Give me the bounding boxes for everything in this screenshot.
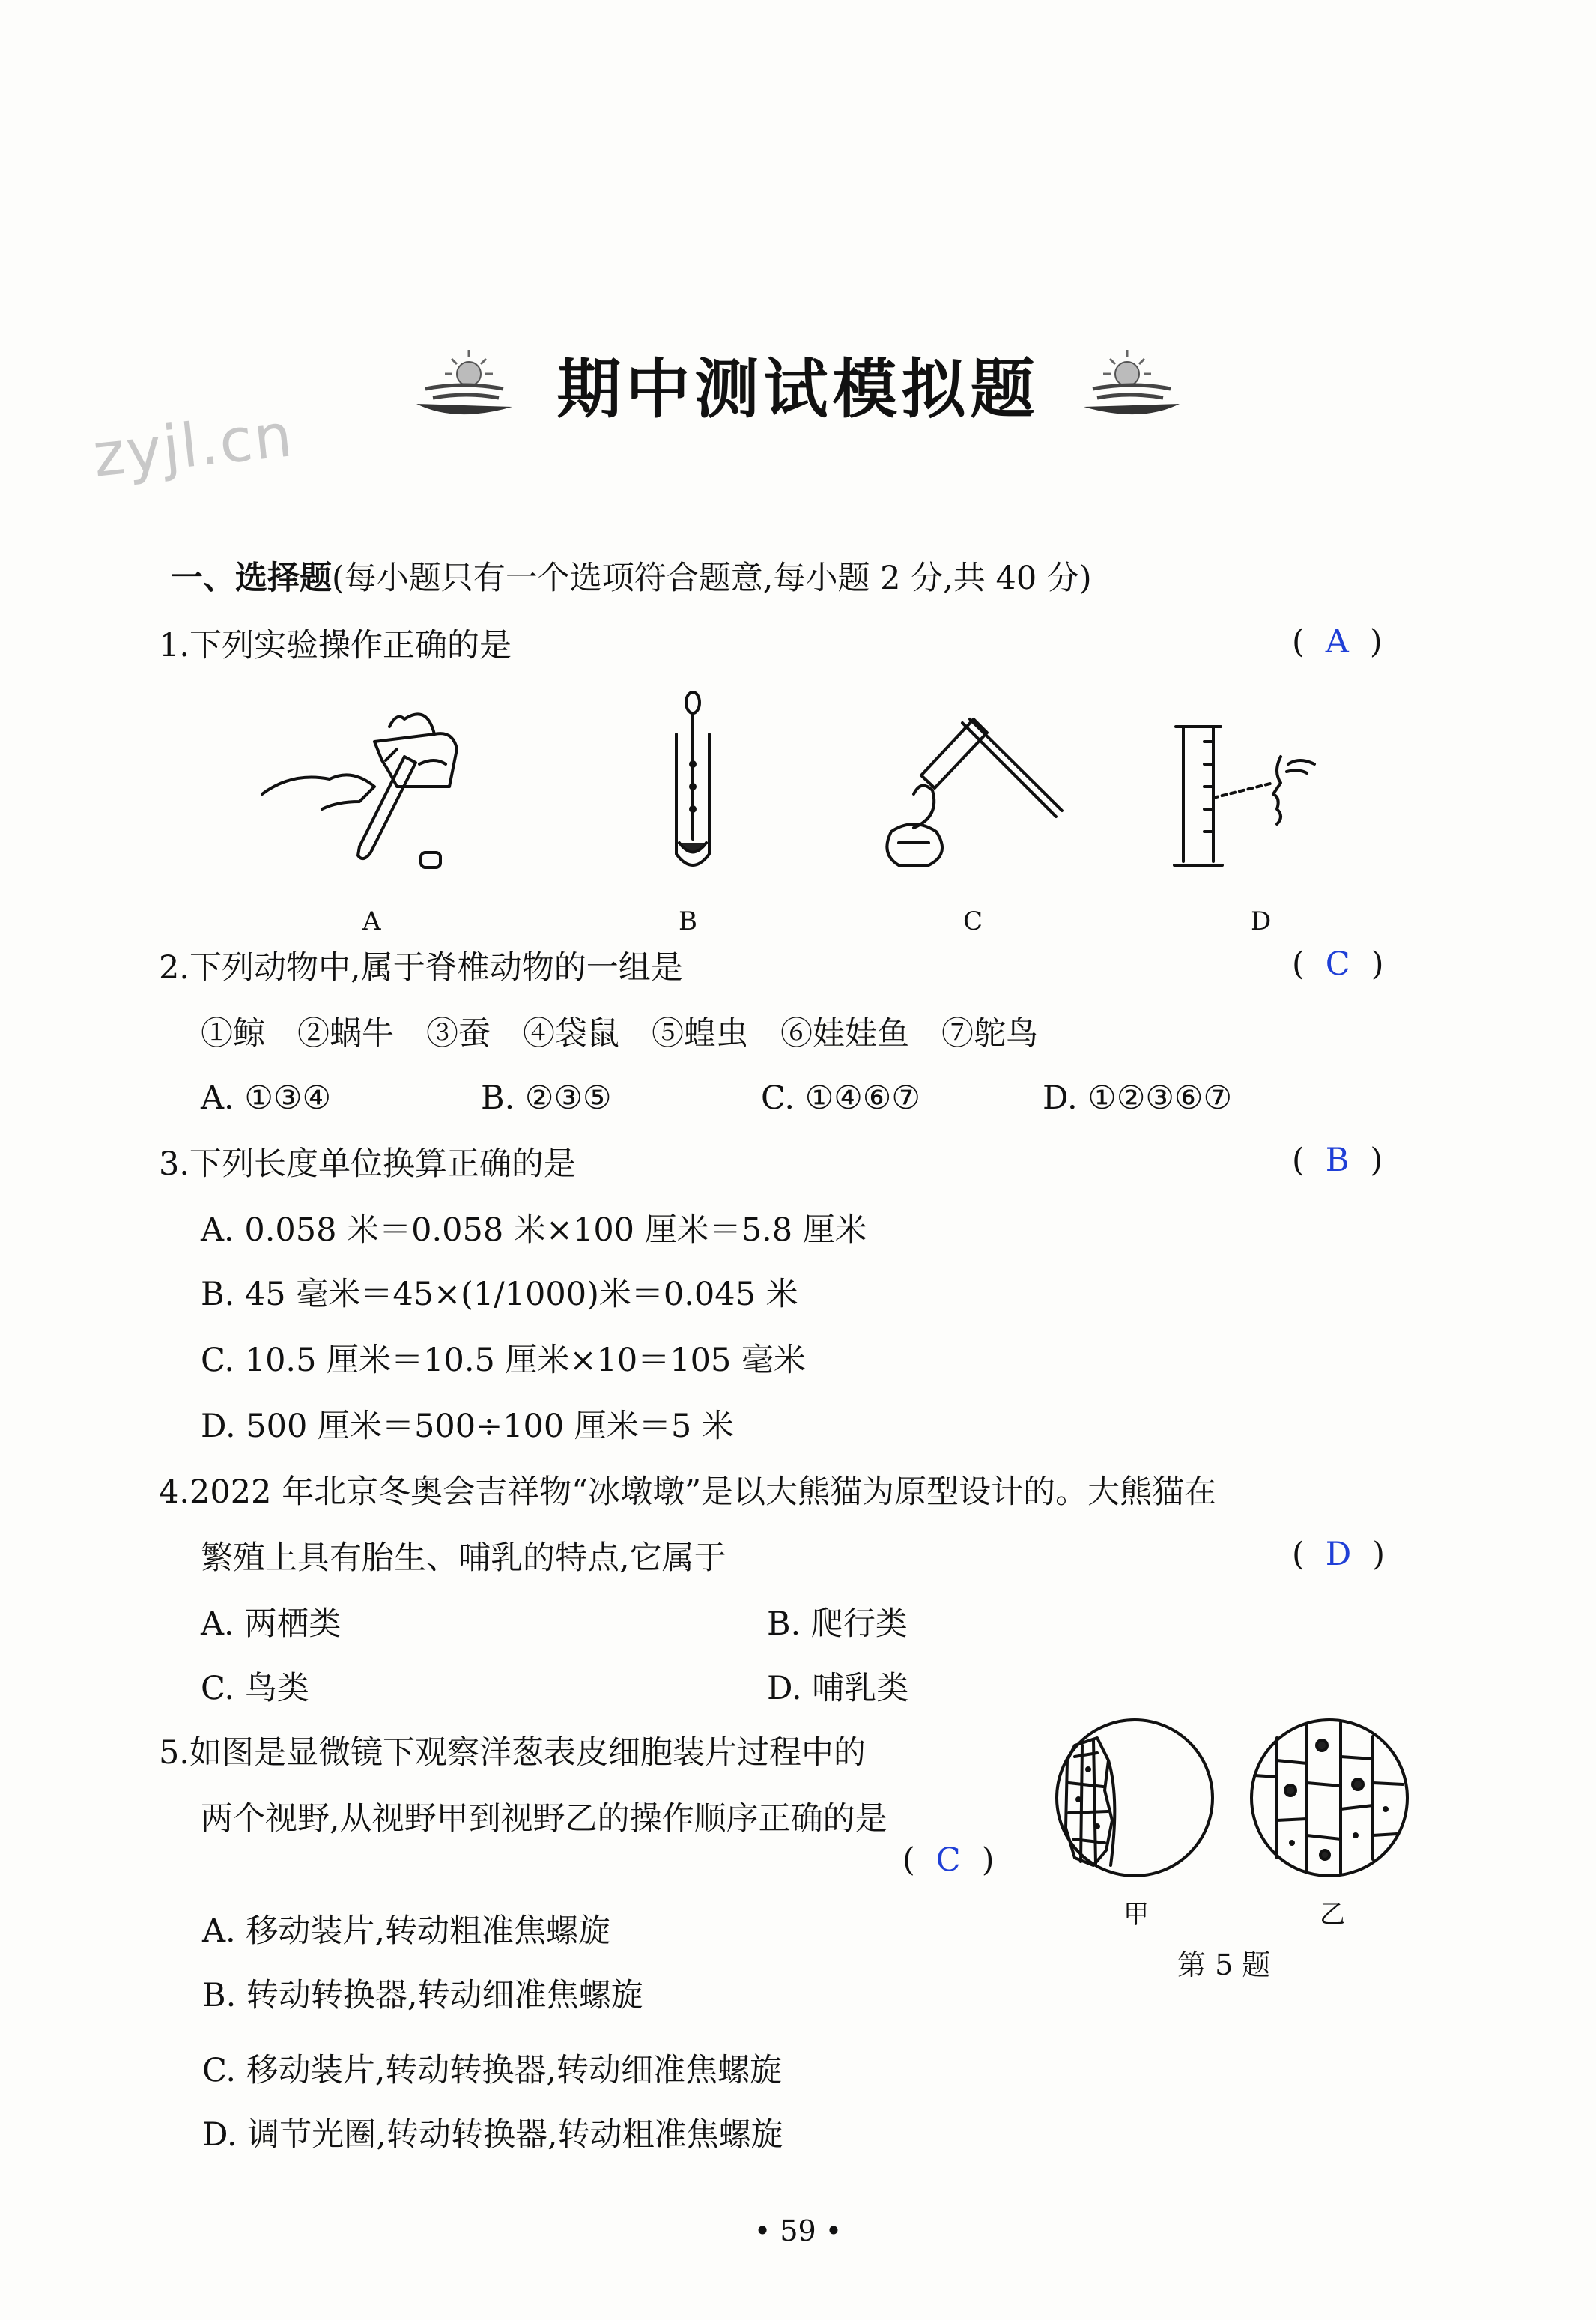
section-title: 一、选择题: [171, 560, 332, 597]
figure-caption: 第 5 题: [1177, 1948, 1271, 1981]
question-2-option-a: A. ①③④: [201, 1079, 332, 1117]
question-2-stem: 2.下列动物中,属于脊椎动物的一组是: [159, 949, 683, 987]
answer-value: D: [1325, 1536, 1352, 1573]
question-5-option-b: B. 转动转换器,转动细准焦螺旋: [202, 1977, 643, 2014]
section-note: (每小题只有一个选项符合题意,每小题 2 分,共 40 分): [332, 560, 1092, 597]
question-4-option-d: D. 哺乳类: [767, 1670, 909, 1707]
question-5-option-a: A. 移动装片,转动粗准焦螺旋: [202, 1912, 611, 1950]
question-1-answer: ( A ): [1292, 623, 1383, 661]
figure-label-c: C: [963, 906, 983, 936]
microscope-view-yi-figure: [1247, 1715, 1412, 1880]
question-5-option-c: C. 移动装片,转动转换器,转动细准焦螺旋: [202, 2052, 783, 2089]
sun-wave-ornament-left-icon: [410, 342, 515, 425]
question-2-answer: ( C ): [1292, 945, 1384, 983]
reading-graduated-cylinder-figure: [1168, 712, 1318, 876]
section-heading: [171, 556, 1092, 601]
heating-test-tube-figure: [869, 704, 1071, 876]
question-4-option-c: C. 鸟类: [201, 1670, 309, 1707]
question-5-answer: ( C ): [902, 1841, 995, 1879]
question-2-option-b: B. ②③⑤: [481, 1079, 612, 1117]
question-4-stem-line-2: 繁殖上具有胎生、哺乳的特点,它属于: [201, 1539, 726, 1577]
answer-value: B: [1325, 1142, 1350, 1179]
page-title-row: [0, 337, 1596, 430]
question-2-items: ①鲸 ②蜗牛 ③蚕 ④袋鼠 ⑤蝗虫 ⑥娃娃鱼 ⑦鸵鸟: [201, 1015, 1038, 1053]
question-4-answer: ( D ): [1292, 1536, 1386, 1573]
question-5-option-d: D. 调节光圈,转动转换器,转动粗准焦螺旋: [202, 2116, 783, 2154]
dropper-in-test-tube-figure: [648, 689, 738, 884]
answer-value: C: [1325, 945, 1350, 983]
page-title: 期中测试模拟题: [556, 351, 1040, 427]
answer-value: C: [935, 1841, 961, 1879]
question-5-stem-line-2: 两个视野,从视野甲到视野乙的操作顺序正确的是: [201, 1800, 887, 1838]
question-3-option-a: A. 0.058 米＝0.058 米×100 厘米＝5.8 厘米: [201, 1211, 867, 1249]
question-3-answer: ( B ): [1292, 1142, 1383, 1179]
question-3-option-b: B. 45 毫米＝45×(1/1000)米＝0.045 米: [201, 1276, 798, 1313]
figure-label-jia: 甲: [1123, 1900, 1149, 1930]
question-3-option-c: C. 10.5 厘米＝10.5 厘米×10＝105 毫米: [201, 1342, 807, 1379]
question-2-option-c: C. ①④⑥⑦: [761, 1079, 920, 1117]
question-3-option-d: D. 500 厘米＝500÷100 厘米＝5 米: [201, 1408, 734, 1445]
question-4-option-a: A. 两栖类: [201, 1605, 342, 1643]
figure-label-d: D: [1251, 906, 1272, 936]
question-3-stem: 3.下列长度单位换算正确的是: [159, 1145, 577, 1183]
page-number: • 59 •: [753, 2214, 843, 2247]
figure-label-b: B: [679, 906, 697, 936]
pouring-liquid-figure: [247, 689, 472, 884]
question-2-option-d: D. ①②③⑥⑦: [1043, 1079, 1233, 1117]
answer-value: A: [1325, 623, 1349, 661]
figure-label-a: A: [362, 906, 381, 936]
watermark: zyjl.cn: [89, 400, 297, 491]
question-4-option-b: B. 爬行类: [767, 1605, 908, 1643]
question-1-stem: 1.下列实验操作正确的是: [159, 627, 512, 664]
sun-wave-ornament-right-icon: [1081, 342, 1186, 425]
microscope-view-jia-figure: [1052, 1715, 1217, 1880]
question-5-stem-line-1: 5.如图是显微镜下观察洋葱表皮细胞装片过程中的: [159, 1734, 867, 1772]
figure-label-yi: 乙: [1320, 1900, 1345, 1930]
question-4-stem-line-1: 4.2022 年北京冬奥会吉祥物“冰墩墩”是以大熊猫为原型设计的。大熊猫在: [159, 1474, 1217, 1511]
